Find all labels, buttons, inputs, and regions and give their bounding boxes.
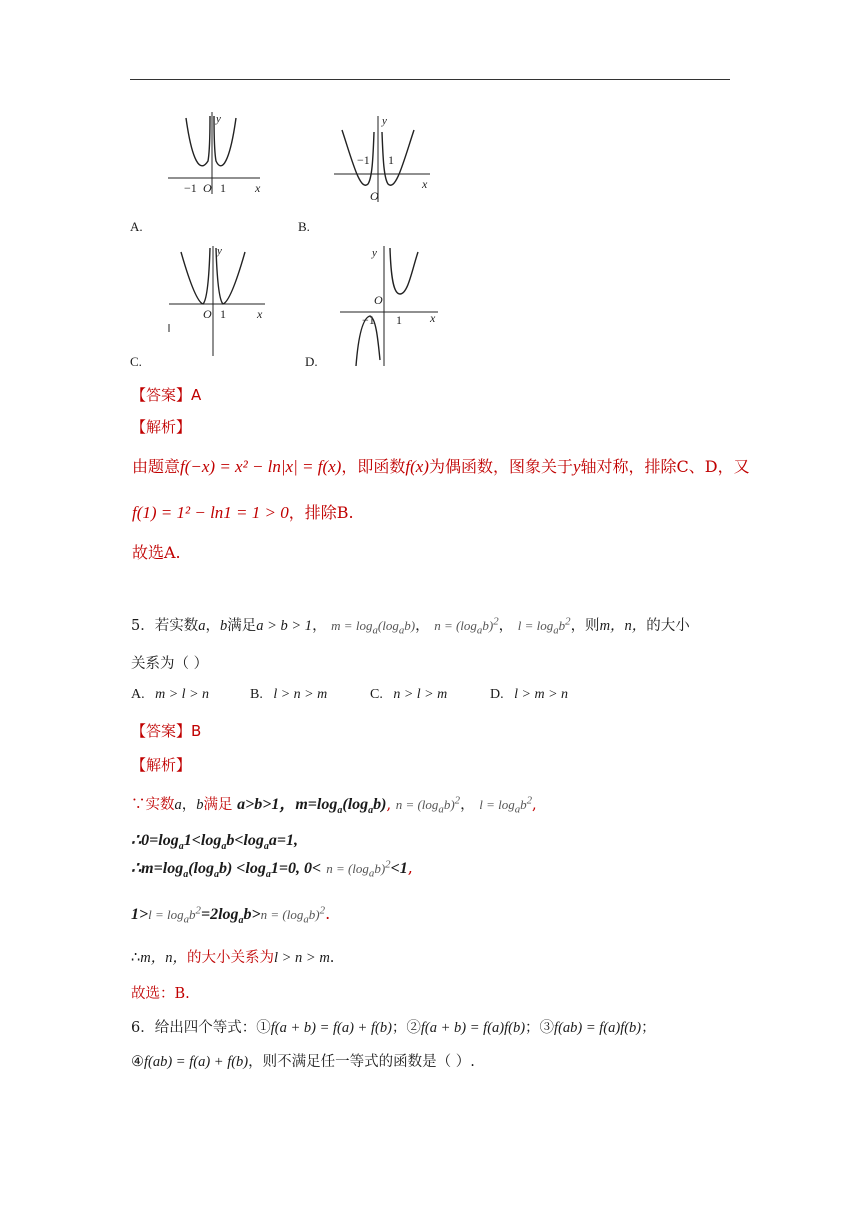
graph-a-option-label: A. xyxy=(130,219,143,234)
q5-option-c: C. n > l > m xyxy=(370,687,448,702)
graph-b-x-label: x xyxy=(422,177,428,191)
graph-c-option-label: C. xyxy=(130,354,142,369)
graph-d-origin-label: O xyxy=(374,293,383,307)
graph-d-y-label: y xyxy=(372,247,377,259)
q5-option-b: B. l > n > m xyxy=(250,687,328,702)
q4-conclusion: 故选A. xyxy=(132,543,181,562)
graph-c xyxy=(165,240,275,360)
graph-a xyxy=(160,106,270,196)
q5-conclusion: 故选：B. xyxy=(131,986,190,1002)
graph-d-neg1-label: −1 xyxy=(362,313,375,327)
q5-answer: 【答案】B xyxy=(131,722,202,740)
q4-analysis-line2: f(1) = 1² − ln1 = 1 > 0，排除B. xyxy=(132,503,354,522)
header-rule xyxy=(130,79,730,80)
q6-stem-line2: ④f(ab) = f(a) + f(b)，则不满足任一等式的函数是（ ）. xyxy=(131,1054,475,1070)
graph-c-origin-label: O xyxy=(203,307,212,321)
graph-b-one-label: 1 xyxy=(388,153,394,167)
q5-stem-line1: 5．若实数a，b满足a > b > 1， $m = \log_a(\log_ab)$， $n = (\log_ab)^2$， $l = \log_ab^2$，则m，n，的大小 xyxy=(131,615,690,637)
graph-a-left-curve xyxy=(186,116,210,166)
graph-a-x-label: x xyxy=(255,181,261,195)
q5-analysis-line2: $\therefore 0=\log_a1<\log_ab<\log_aa=1$, xyxy=(131,832,298,853)
q4-analysis-heading: 【解析】 xyxy=(131,418,192,436)
graph-d xyxy=(338,240,448,368)
graph-c-x-label: x xyxy=(257,307,263,321)
graph-d-right-curve xyxy=(390,248,418,294)
q5-analysis-line4: $1>l = \log_ab^2=2\log_ab>n = (\log_ab)^2$. xyxy=(131,904,331,927)
graph-c-one-label: 1 xyxy=(220,307,226,321)
q4-analysis-line1: 由题意f(−x) = x² − ln|x| = f(x)，即函数f(x)为偶函数，图象关于y轴对称，排除C、D，又 xyxy=(132,457,750,476)
q6-stem-line1: 6．给出四个等式：①f(a + b) = f(a) + f(b)；②f(a + b) = f(a)f(b)；③f(ab) = f(a)f(b)； xyxy=(131,1020,656,1036)
q5-option-a: A. m > l > n xyxy=(131,687,210,702)
graph-b-right-curve xyxy=(382,130,414,185)
graph-a-origin-label: O xyxy=(203,181,212,195)
graph-d-x-label: x xyxy=(430,311,436,325)
graph-a-y-label: y xyxy=(216,113,221,125)
graph-b-y-label: y xyxy=(382,115,387,127)
graph-a-one-label: 1 xyxy=(220,181,226,195)
q5-stem-line2: 关系为（ ） xyxy=(131,656,209,672)
q5-analysis-line5: ∴m，n，的大小关系为l > n > m. xyxy=(131,950,335,966)
q5-analysis-heading: 【解析】 xyxy=(131,756,192,774)
q4-answer: 【答案】A xyxy=(131,386,202,404)
graph-a-neg1-label: −1 xyxy=(184,181,197,195)
graph-c-y-label: y xyxy=(217,245,222,257)
q5-analysis-line1: ∵实数a，b满足 a>b>1，$m=\log_a(\log_ab)$, $n = (\log_ab)^2$， $l = \log_ab^2$, xyxy=(131,794,537,817)
graph-b xyxy=(330,110,440,205)
graph-b-origin-label: O xyxy=(370,189,379,203)
graph-b-option-label: B. xyxy=(298,219,310,234)
graph-b-neg1-label: −1 xyxy=(357,153,370,167)
graph-d-option-label: D. xyxy=(305,354,318,369)
graph-d-one-label: 1 xyxy=(396,313,402,327)
q5-option-d: D. l > m > n xyxy=(490,687,569,702)
graph-c-left-curve xyxy=(181,248,210,304)
q5-analysis-line3: $\therefore m=\log_a(\log_ab) <\log_a1=0$, $0< n = (\log_ab)^2<1$, xyxy=(131,858,413,881)
